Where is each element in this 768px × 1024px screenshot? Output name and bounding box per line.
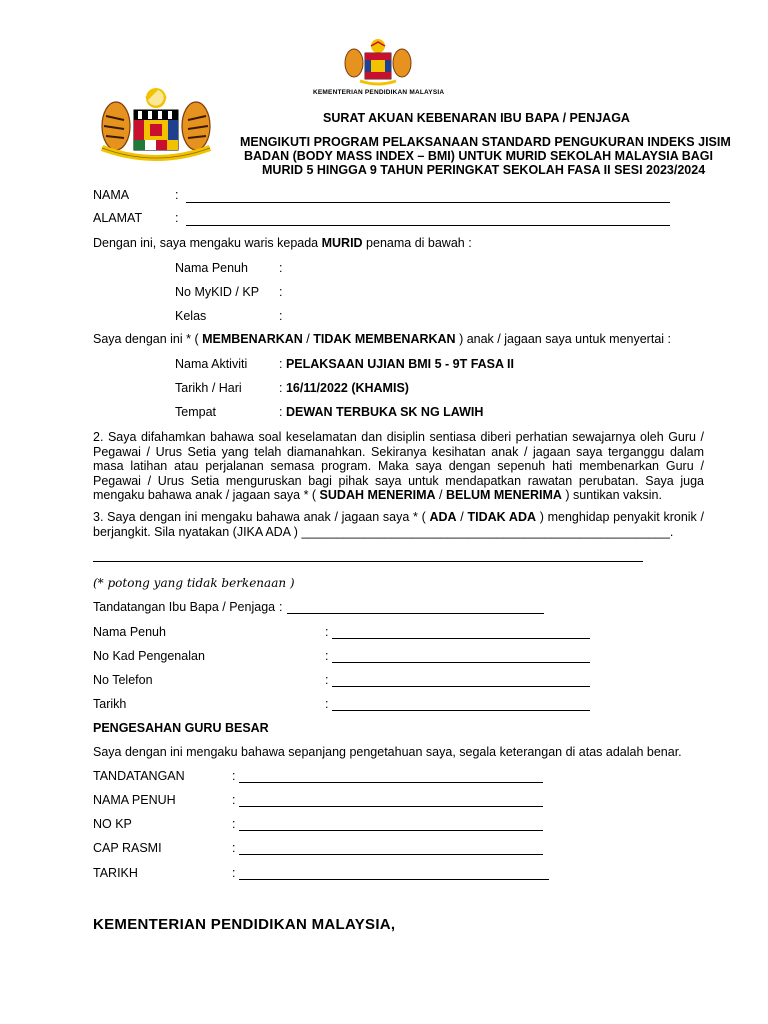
subtitle-line-2: BADAN (BODY MASS INDEX – BMI) UNTUK MURID SEKOLAH MALAYSIA BAGI (244, 149, 714, 163)
declaration-intro: Dengan ini, saya mengaku waris kepada MURID penama di bawah : (93, 236, 472, 250)
hm-ic-label: NO KP (93, 817, 132, 831)
nama-colon: : (175, 188, 179, 202)
parent-phone-line[interactable] (332, 686, 590, 687)
hm-date-label: TARIKH (93, 866, 138, 880)
subtitle-line-3: MURID 5 HINGGA 9 TAHUN PERINGKAT SEKOLAH FASA II SESI 2023/2024 (262, 163, 706, 177)
hm-signature-colon: : (232, 769, 236, 783)
hm-stamp-colon: : (232, 841, 236, 855)
subtitle-line-1: MENGIKUTI PROGRAM PELAKSANAAN STANDARD PENGUKURAN INDEKS JISIM (240, 135, 731, 149)
hm-ic-line[interactable] (239, 830, 543, 831)
parent-signature-colon: : (279, 600, 283, 614)
activity-date-label: Tarikh / Hari (175, 381, 242, 395)
parent-date-line[interactable] (332, 710, 590, 711)
parent-ic-colon: : (325, 649, 329, 663)
activity-name-value: : PELAKSAAN UJIAN BMI 5 - 9T FASA II (279, 357, 515, 371)
strike-out-note: (* potong yang tidak berkenaan ) (93, 576, 295, 590)
parent-ic-label: No Kad Pengenalan (93, 649, 205, 663)
student-mykid-label: No MyKID / KP (175, 285, 260, 299)
parent-signature-label: Tandatangan Ibu Bapa / Penjaga (93, 600, 276, 614)
alamat-line[interactable] (186, 225, 670, 226)
activity-place-value: : DEWAN TERBUKA SK NG LAWIH (279, 405, 484, 419)
nama-label: NAMA (93, 188, 130, 202)
hm-date-line[interactable] (239, 879, 549, 880)
alamat-label: ALAMAT (93, 211, 143, 225)
paragraph-3: 3. Saya dengan ini mengaku bahawa anak / jagaan saya * ( ADA / TIDAK ADA ) menghidap penyakit kronik / berjangkit. Sila nyatakan (JIKA ADA ) _____________________________________________________. (93, 510, 704, 539)
parent-signature-line[interactable] (287, 613, 544, 614)
parent-date-colon: : (325, 697, 329, 711)
hm-stamp-label: CAP RASMI (93, 841, 162, 855)
paragraph-2: 2. Saya difahamkan bahawa soal keselamatan dan disiplin sentiasa diberi perhatian sewajarnya oleh Guru / Pegawai / Urus Setia yang telah diamanahkan. Sekiranya kesihatan anak / jagaan saya terganggu dalam masa latihan atau perjalanan semasa program. Maka saya dengan sepenuh hati membenarkan Guru / Pegawai / Urus Setia menguruskan bagi pihak saya untuk mendapatkan rawatan perubatan. Saya juga mengaku bahawa anak / jagaan saya * ( SUDAH MENERIMA / BELUM MENERIMA ) suntikan vaksin. (93, 430, 704, 502)
parent-ic-line[interactable] (332, 662, 590, 663)
parent-phone-colon: : (325, 673, 329, 687)
parent-name-colon: : (325, 625, 329, 639)
malaysia-coat-of-arms (96, 86, 216, 166)
student-name-colon: : (279, 261, 283, 275)
activity-date-value: : 16/11/2022 (KHAMIS) (279, 381, 409, 395)
hm-signature-label: TANDATANGAN (93, 769, 185, 783)
parent-phone-label: No Telefon (93, 673, 153, 687)
student-class-label: Kelas (175, 309, 207, 323)
hm-stamp-line[interactable] (239, 854, 543, 855)
permission-statement: Saya dengan ini * ( MEMBENARKAN / TIDAK MEMBENARKAN ) anak / jagaan saya untuk menyertai : (93, 332, 671, 346)
footer-ministry: KEMENTERIAN PENDIDIKAN MALAYSIA, (93, 916, 396, 933)
hm-date-colon: : (232, 866, 236, 880)
nama-line[interactable] (186, 202, 670, 203)
hm-name-colon: : (232, 793, 236, 807)
parent-name-label: Nama Penuh (93, 625, 166, 639)
hm-name-label: NAMA PENUH (93, 793, 176, 807)
parent-name-line[interactable] (332, 638, 590, 639)
alamat-colon: : (175, 211, 179, 225)
student-name-label: Nama Penuh (175, 261, 248, 275)
letter-title: SURAT AKUAN KEBENARAN IBU BAPA / PENJAGA (323, 111, 630, 125)
chronic-illness-line[interactable] (93, 561, 643, 562)
ministry-crest-small (340, 37, 416, 87)
hm-name-line[interactable] (239, 806, 543, 807)
parent-date-label: Tarikh (93, 697, 127, 711)
activity-place-label: Tempat (175, 405, 216, 419)
student-class-colon: : (279, 309, 283, 323)
student-mykid-colon: : (279, 285, 283, 299)
headmaster-heading: PENGESAHAN GURU BESAR (93, 721, 269, 735)
activity-name-label: Nama Aktiviti (175, 357, 248, 371)
hm-ic-colon: : (232, 817, 236, 831)
headmaster-statement: Saya dengan ini mengaku bahawa sepanjang pengetahuan saya, segala keterangan di atas adalah benar. (93, 745, 682, 759)
hm-signature-line[interactable] (239, 782, 543, 783)
ministry-name-small: KEMENTERIAN PENDIDIKAN MALAYSIA (313, 89, 445, 96)
